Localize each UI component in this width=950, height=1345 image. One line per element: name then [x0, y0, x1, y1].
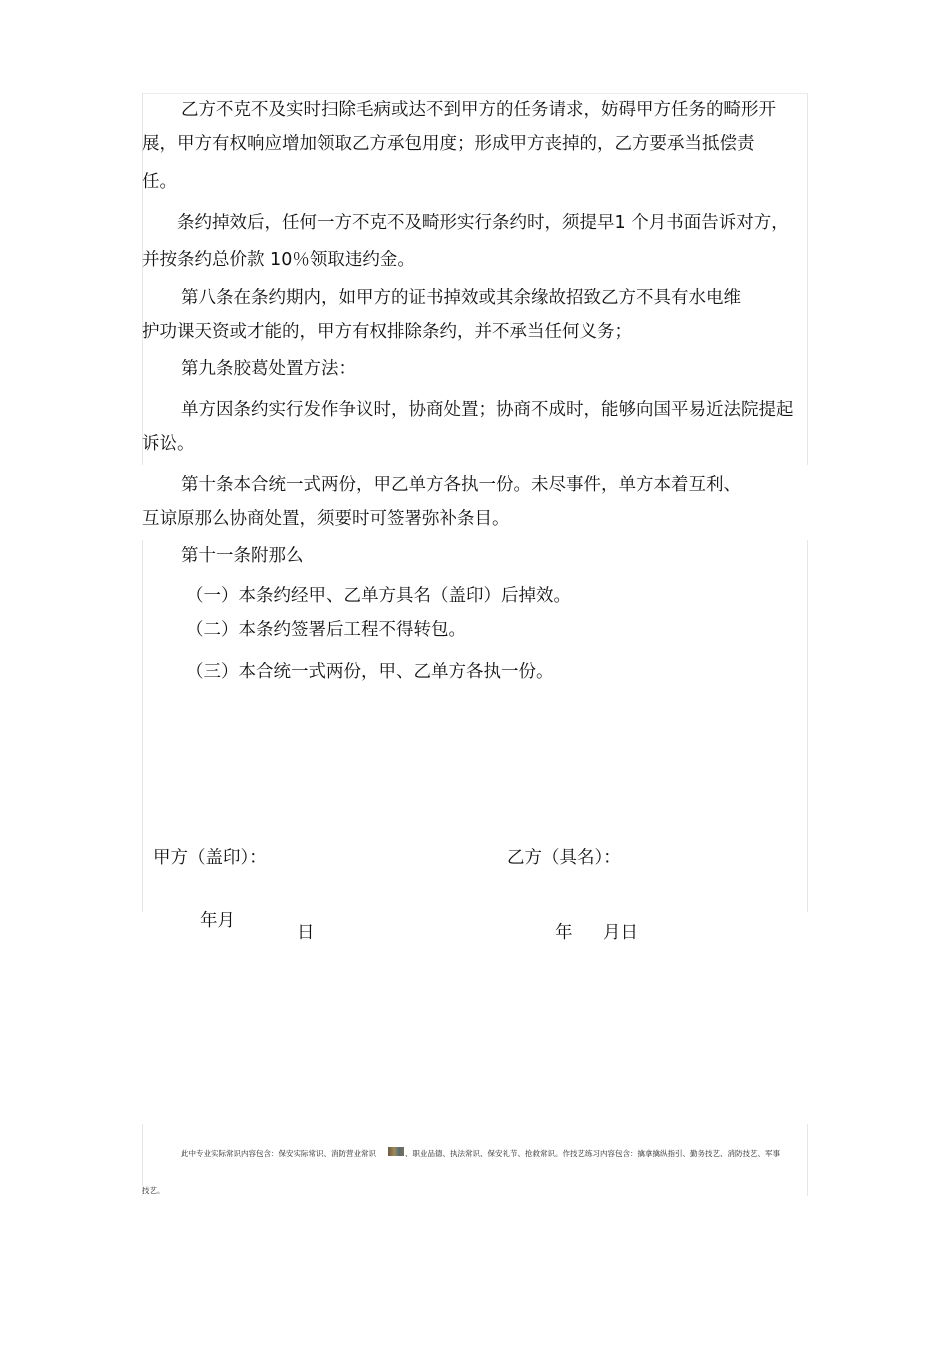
paragraph-line: 并按条约总价款 10％领取违约金。 — [142, 250, 415, 270]
article-10-heading: 第十条本合统一式两份，甲乙单方各执一份。未尽事件，单方本着互利、 — [181, 475, 741, 495]
page-frame-left-lower — [142, 540, 143, 912]
party-b-date-year: 年 — [555, 923, 573, 943]
paragraph-line: 互谅原那么协商处置，须要时可签署弥补条目。 — [142, 509, 510, 529]
footer-thumbnail-image — [388, 1147, 404, 1156]
party-a-date-day: 日 — [297, 923, 315, 943]
page-frame-right — [807, 93, 808, 465]
paragraph-line: 展，甲方有权响应增加领取乙方承包用度；形成甲方丧掉的，乙方要承当抵偿责 — [142, 134, 755, 154]
paragraph-line: 单方因条约实行发作争议时，协商处置；协商不成时，能够向国平易近法院提起 — [181, 400, 794, 420]
article-11-heading: 第十一条附那么 — [181, 546, 304, 566]
clause-2: （二）本条约签署后工程不得转包。 — [186, 620, 466, 640]
party-b-sign-label: 乙方（具名）： — [507, 848, 621, 868]
page-frame-top — [142, 93, 808, 94]
footer-frame-right — [807, 1124, 808, 1196]
article-8-heading: 第八条在条约期内，如甲方的证书掉效或其余缘故招致乙方不具有水电维 — [181, 288, 741, 308]
footer-text-part3: 技艺。 — [142, 1186, 165, 1195]
paragraph-line: 任。 — [142, 172, 177, 192]
paragraph-line: 条约掉效后，任何一方不克不及畸形实行条约时，须提早1 个月书面告诉对方， — [177, 213, 789, 233]
party-b-date-month-day: 月日 — [603, 923, 638, 943]
paragraph-line: 护功课天资或才能的，甲方有权排除条约，并不承当任何义务； — [142, 322, 632, 342]
page-frame-right-lower — [807, 540, 808, 912]
footer-text-part1: 此中专业实际常识内容包含：保安实际常识、消防营业常识 — [181, 1149, 376, 1158]
paragraph-line: 诉讼。 — [142, 434, 195, 454]
article-9-heading: 第九条胶葛处置方法： — [181, 359, 356, 379]
party-a-seal-label: 甲方（盖印）： — [153, 848, 267, 868]
party-a-date-year-month: 年月 — [200, 911, 235, 931]
footer-text-part2: 、职业品德、执法常识、保安礼节、抢救常识。作技艺练习内容包含：擒拿擒纵指引、勤务技艺、消防技艺、军事 — [405, 1149, 780, 1158]
clause-1: （一）本条约经甲、乙单方具名（盖印）后掉效。 — [186, 586, 571, 606]
paragraph-line: 乙方不克不及实时扫除毛病或达不到甲方的任务请求，妨碍甲方任务的畸形开 — [181, 100, 776, 120]
clause-3: （三）本合统一式两份，甲、乙单方各执一份。 — [186, 662, 554, 682]
